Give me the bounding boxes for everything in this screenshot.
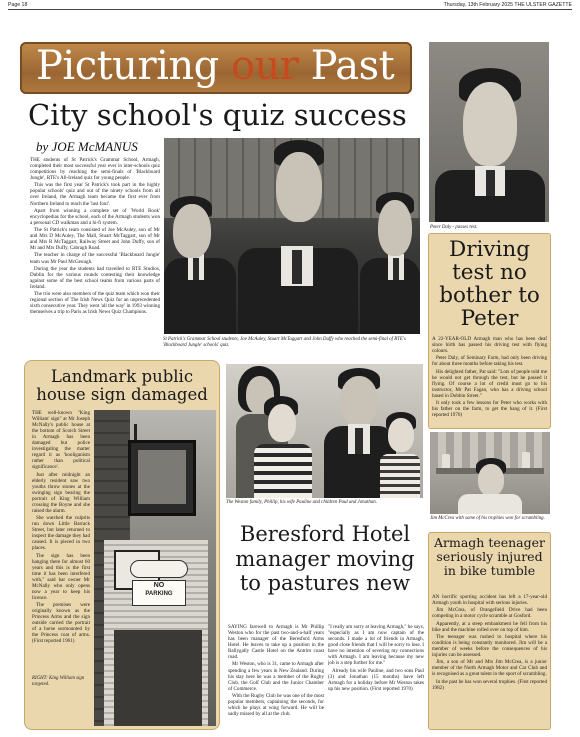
beresford-paragraph: Already his wife Pauline, and two sons Paul (3) and Jonathan (15 months) have left Armagh for a holiday before Mr Weston takes up his new position. (First reported 1970) (328, 667, 424, 692)
teenager-paragraph: Apparently, at a steep embankment he fell from his bike and the machine rolled over on top of him. (432, 620, 547, 633)
teenager-paragraph: The teenager was rushed to hospital where his condition is being constantly monitored. Jim will be a member of weeks before the consequences of his injuries can be assessed. (432, 633, 547, 658)
beresford-paragraph: With the Rugby Club he was one of the most popular members, captaining the seconds, for which he plays at wing forward. He will be sadly missed by all at the club. (228, 692, 324, 718)
lead-paragraph: Apart from winning a complete set of 'World Book' encyclopedias for the school, each of the Armagh students won a personal CD walkman and a hi-fi system. (30, 207, 160, 226)
teenager-headline: Armagh teenager seriously injured in bike tumble (433, 535, 546, 578)
banner-scroll (20, 42, 412, 94)
header-rule (8, 9, 572, 10)
driving-paragraph: Peter Daly, of Seminary Farm, had only been driving for about three months before taking his test. (432, 355, 547, 368)
teenager-paragraph: Jim McCrea, of Orangefield Drive had been competing in a motor cycle scramble at Gosford. (432, 607, 547, 620)
beresford-body-col2 (328, 624, 424, 728)
beresford-headline: Beresford Hotel manager moving to pastures new (235, 522, 415, 595)
landmark-paragraph: She watched the culprits run down Little Barrack Street, but later returned to inspect the damage they had caused. It is pieced in two places. (32, 515, 90, 552)
banner-word-picturing: Picturing (36, 43, 219, 89)
teenager-body (432, 594, 547, 726)
teenager-paragraph: In the past he has won several trophies. (First reported 1982) (432, 678, 547, 691)
landmark-paragraph: The sign has been hanging there for almost 60 years and this is the first time it has been interfered with," said bar owner Mr McNally who only opens now a year to keep his licence. (32, 552, 90, 601)
peter-daly-photo (429, 42, 549, 222)
driving-paragraph: A 22-YEAR-OLD Armagh man who has been deaf since birth has passed his driving test with flying colours. (432, 336, 547, 355)
beresford-paragraph: "I really am sorry at leaving Armagh," he says, "especially as I am now captain of the seconds. I made a lot of friends in Armagh, good close friends that I will be sorry to lose. I have no intention of severing my connections with Armagh. I am leaving because my new job is a step further for me." (328, 624, 424, 667)
lead-headline: City school's quiz success (28, 98, 407, 132)
king-william-sign-photo (94, 410, 216, 726)
weston-family-photo (226, 364, 423, 498)
byline-prefix: by (36, 139, 49, 154)
no-parking-board (132, 580, 186, 606)
page-number: Page 18 (8, 2, 28, 8)
board-line-2: PARKING (145, 591, 173, 597)
banner-word-our: our (230, 43, 299, 89)
lead-paragraph: During the year the students had travelled to RTE Studios, Dublin for the various rounds contesting their knowledge against some of the best school teams from various parts of Ireland. (30, 265, 160, 290)
landmark-paragraph: Just after midnight an elderly resident saw two youths throw stones at the swinging sign bearing the portrait of King William crossing the Boyne and she raised the alarm. (32, 471, 90, 514)
landmark-body (32, 410, 90, 670)
lead-byline (36, 139, 138, 155)
lead-paragraph: The teacher in charge of the successful 'Blackboard Jungle' team was Mr Paul McGeough. (30, 252, 160, 265)
lead-paragraph: The trio were also members of the quiz team which won their regional section of The Irish News Quiz for an unprecedented sixth consecutive year. They went 'all the way' in 1993 winning themselves a trip to Paris as Irish News Quiz Champions. (30, 291, 160, 316)
driving-body (432, 336, 547, 426)
driving-paragraph: His delighted father, Pat said: "Lots of people told me he would not get through the test, but he passed it flying. Of course a lot of credit must go to his instructor, Mr Pat Fagan, who has a driving school based in Dobbin Street." (432, 368, 547, 399)
lead-body (30, 157, 160, 355)
teenager-paragraph: Jim, a son of Mr and Mrs Jim McCrea, is a junior member of the North Armagh Motor and Car Club and is recognised as a great talent in the sport of scrambling. (432, 659, 547, 678)
date-publication: Thursday, 13th February 2025 THE ULSTER GAZETTE (443, 2, 572, 8)
sign-photo-caption: RIGHT: King William sign targeted. (32, 676, 85, 687)
landmark-paragraph: The premises were originally known as the Princess Arms and the sign outside carried the portrait of a horse surmounted by the Princess coat of arms. (First reported 1961) (32, 602, 90, 645)
beresford-body-col1 (228, 624, 324, 728)
landmark-headline: Landmark public house sign damaged (36, 367, 208, 404)
peter-photo-caption: Peter Daly - passes test. (430, 225, 478, 230)
landmark-paragraph: THE well-known "King William' sign" at Mr Joseph McNally's public house at the bottom of Scotch Street in Armagh has been damaged but police investigating the matter regard it as 'hooliganism rather than political significance'. (32, 410, 90, 471)
weston-photo-caption: The Weston family, Phillip, his wife Pauline and children Paul and Jonathan. (226, 500, 377, 505)
beresford-paragraph: SAYING farewell to Armagh is Mr Phillip Weston who for the past two-and-a-half years has been manager of the Beresford Arms Hotel. He leaves to take up a position in the Ballygally Castle Hotel on the Antrim coast road. (228, 624, 324, 661)
byline-name: JOE McMANUS (51, 139, 138, 154)
quiz-photo-caption: St Patrick's Grammar School students, Joe McAuley, Stuart McTaggart and John Duffy who reached the semi-final of RTE's 'Blackboard Jungle' schools' quiz. (163, 337, 406, 348)
lead-paragraph: This was the first year St Patrick's took part in the highly popular schools' quiz and out of the ninety schools from all over Ireland, the Armagh team became the first ever from Northern Ireland to reach the 'last four'. (30, 182, 160, 207)
driving-paragraph: It only took a few lessons for Peter who works with his father on the farm, to get the hang of it. (First reported 1970) (432, 400, 547, 419)
jim-mccrea-photo (430, 432, 550, 514)
lead-paragraph: THE students of St Patrick's Grammar School, Armagh, completed their most successful year ever in inter-schools quiz competitions by reaching the semi-finals of 'Blackboard Jungle', RTE's All-Ireland quiz for young people. (30, 157, 160, 182)
beresford-paragraph: Mr Weston, who is 31, came to Armagh after spending a few years in New Zealand. During his stay here he was a member of the Rugby Club, the Golf Club and the Junior Chamber of Commerce. (228, 661, 324, 692)
lead-paragraph: The St Patrick's team consisted of Joe McAuley, son of Mr and Mrs D McAuley, The Mall, Stuart McTaggart, son of Mr and Mrs R McTaggart, Railway Street and John Duffy, son of Mr and Mrs Duffy, Cabragh Road. (30, 227, 160, 252)
jim-photo-caption: Jim McCrea with some of his trophies won for scrambling. (430, 516, 545, 521)
quiz-team-photo (164, 138, 420, 334)
teenager-paragraph: AN horrific sporting accident has left a 17-year-old Armagh youth in hospital with serious injuries. (432, 594, 547, 607)
board-line-1: NO (153, 582, 165, 589)
banner-word-past: Past (310, 43, 395, 89)
driving-headline: Driving test no bother to Peter (439, 237, 540, 331)
